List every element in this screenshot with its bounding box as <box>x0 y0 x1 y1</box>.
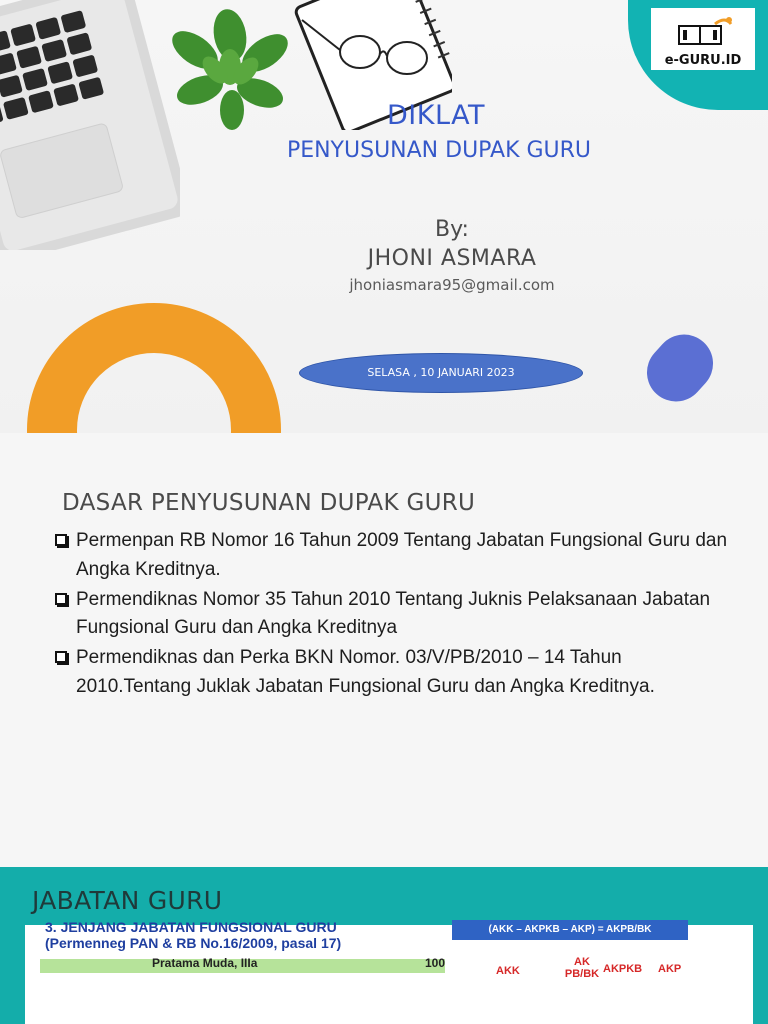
blue-pill-decoration <box>635 323 725 414</box>
column-header-akpkb: AKPKB <box>603 963 643 975</box>
slide-subtitle: PENYUSUNAN DUPAK GURU <box>286 138 592 163</box>
book-icon <box>671 16 735 48</box>
checkbox-bullet-icon <box>55 534 67 546</box>
list-item <box>52 586 732 643</box>
jabatan-guru-slide <box>0 867 768 1024</box>
image-heading-line-2: (Permenneg PAN & RB No.16/2009, pasal 17) <box>45 935 342 951</box>
author-name: JHONI ASMARA <box>367 246 537 271</box>
regulation-list <box>52 527 732 703</box>
list-item <box>52 527 732 584</box>
slide-title: JABATAN GURU <box>32 886 223 915</box>
legal-basis-slide <box>0 433 768 867</box>
column-header-pbbk: PB/BK <box>564 968 600 980</box>
image-heading <box>45 919 341 951</box>
title-slide <box>0 0 768 433</box>
eguru-logo <box>651 8 755 70</box>
row-value: 100 <box>424 956 445 970</box>
date-badge: SELASA , 10 JANUARI 2023 <box>299 353 583 393</box>
list-item <box>52 644 732 701</box>
checkbox-bullet-icon <box>55 651 67 663</box>
column-headers <box>470 944 690 980</box>
list-item-text: Permendiknas Nomor 35 Tahun 2010 Tentang Juknis Pelaksanaan Jabatan Fungsional Guru dan Angka Kreditnya <box>76 588 711 638</box>
slide-title: DIKLAT <box>387 100 485 131</box>
author-email: jhoniasmara95@gmail.com <box>349 276 555 294</box>
by-label: By: <box>435 217 469 242</box>
column-header-ak: AK <box>574 956 590 968</box>
orange-arch-decoration <box>27 303 281 433</box>
row-label: Pratama Muda, IIIa <box>152 956 258 970</box>
checkbox-bullet-icon <box>55 593 67 605</box>
list-item-text: Permendiknas dan Perka BKN Nomor. 03/V/PB/2010 – 14 Tahun 2010.Tentang Juklak Jabatan Fungsional Guru dan Angka Kreditnya. <box>76 647 655 697</box>
table-row <box>40 956 445 973</box>
slide-title: DASAR PENYUSUNAN DUPAK GURU <box>62 490 476 516</box>
image-heading-line-1: 3. JENJANG JABATAN FUNGSIONAL GURU <box>45 919 337 935</box>
column-header-akp: AKP <box>658 963 682 975</box>
formula-box: (AKK – AKPKB – AKP) = AKPB/BK <box>452 920 688 940</box>
column-header-akk: AKK <box>496 965 520 977</box>
logo-text: e-GURU.ID <box>664 53 742 68</box>
list-item-text: Permenpan RB Nomor 16 Tahun 2009 Tentang Jabatan Fungsional Guru dan Angka Kreditnya. <box>76 530 728 580</box>
